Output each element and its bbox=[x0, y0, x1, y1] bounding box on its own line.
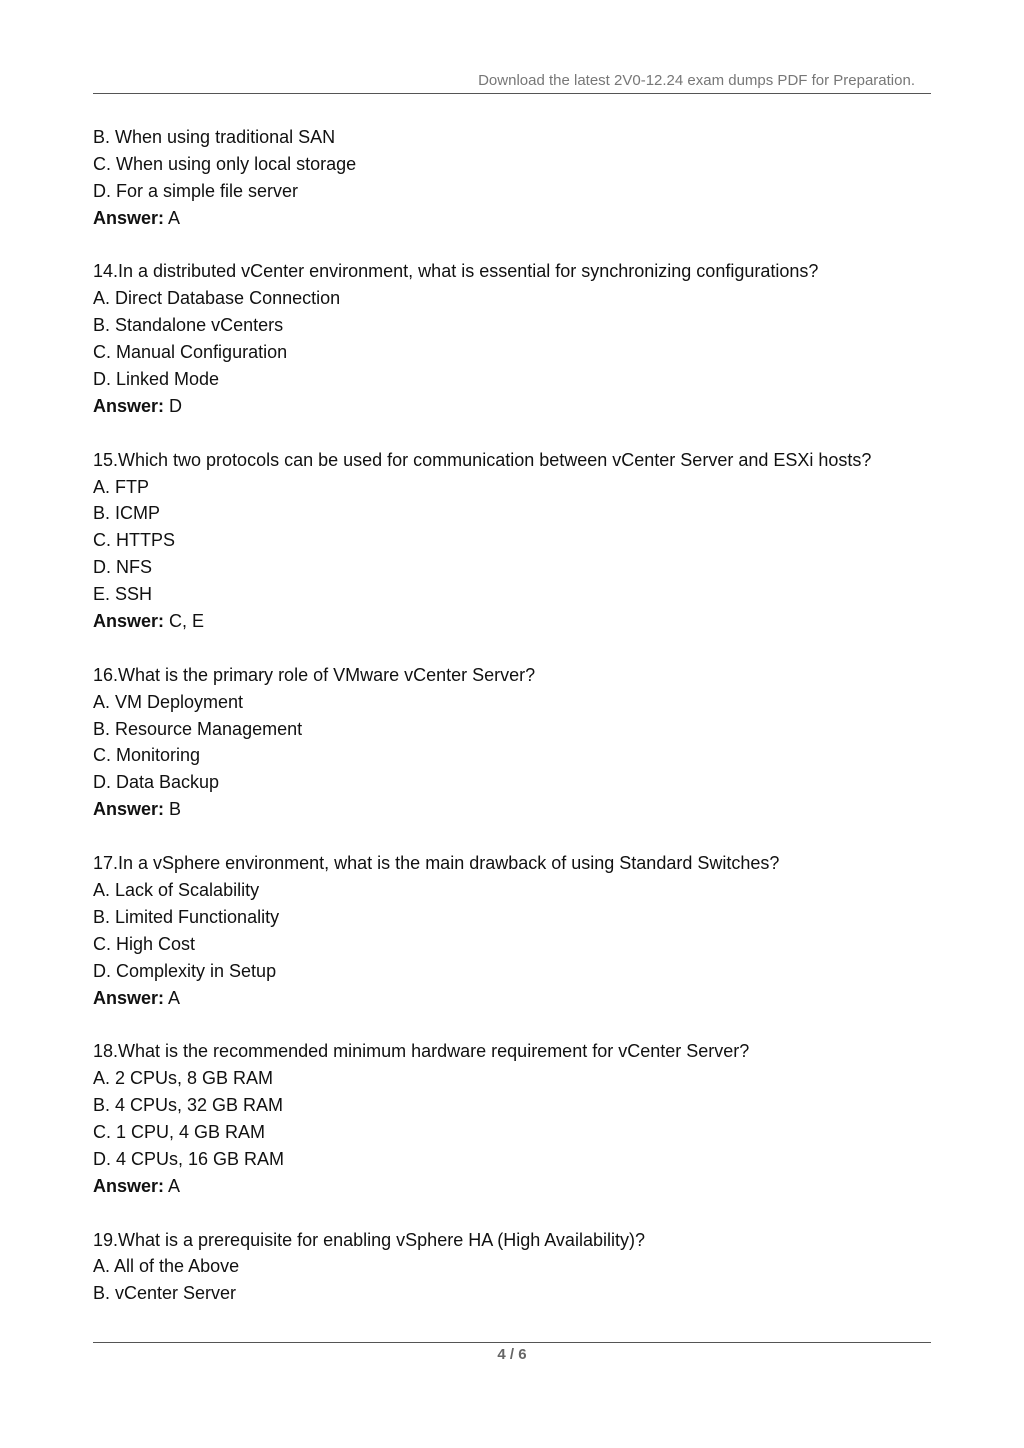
question-text: 16.What is the primary role of VMware vCenter Server? bbox=[93, 664, 536, 685]
answer-option: A. Direct Database Connection bbox=[93, 288, 341, 309]
answer-value: A bbox=[164, 207, 181, 228]
question-block bbox=[93, 258, 931, 419]
question-block bbox=[93, 662, 931, 823]
question-text: 15.Which two protocols can be used for communication between vCenter Server and ESXi hosts? bbox=[93, 449, 872, 470]
question-block bbox=[93, 124, 931, 232]
answer-option: C. Monitoring bbox=[93, 745, 201, 766]
answer-option: D. 4 CPUs, 16 GB RAM bbox=[93, 1148, 285, 1169]
answer-option: B. Standalone vCenters bbox=[93, 315, 284, 336]
header-divider bbox=[93, 93, 931, 94]
answer-option: B. When using traditional SAN bbox=[93, 127, 336, 147]
answer-line bbox=[93, 393, 931, 420]
answer-value: A bbox=[164, 987, 181, 1008]
answer-value: D bbox=[164, 395, 183, 416]
answer-line bbox=[93, 608, 931, 635]
answer-label: Answer: bbox=[93, 611, 165, 632]
answer-label: Answer: bbox=[93, 987, 165, 1008]
question-block bbox=[93, 850, 931, 1011]
question-text: 18.What is the recommended minimum hardware requirement for vCenter Server? bbox=[93, 1041, 750, 1062]
answer-option: A. 2 CPUs, 8 GB RAM bbox=[93, 1068, 274, 1089]
answer-option: C. 1 CPU, 4 GB RAM bbox=[93, 1121, 266, 1142]
answer-label: Answer: bbox=[93, 799, 165, 820]
answer-option: D. Data Backup bbox=[93, 772, 220, 793]
page-number: 4 / 6 bbox=[497, 1346, 527, 1363]
answer-line bbox=[93, 796, 931, 823]
question-block bbox=[93, 1227, 931, 1308]
answer-value: C, E bbox=[164, 611, 205, 632]
answer-line bbox=[93, 1173, 931, 1200]
answer-option: A. All of the Above bbox=[93, 1256, 240, 1277]
answer-option: C. High Cost bbox=[93, 933, 196, 954]
answer-value: A bbox=[164, 1175, 181, 1196]
answer-option: B. Resource Management bbox=[93, 718, 303, 739]
answer-option: C. HTTPS bbox=[93, 530, 176, 551]
answer-label: Answer: bbox=[93, 207, 165, 228]
answer-option: D. Linked Mode bbox=[93, 369, 220, 390]
answer-option: A. VM Deployment bbox=[93, 691, 244, 712]
answer-option: B. 4 CPUs, 32 GB RAM bbox=[93, 1095, 284, 1116]
answer-option: A. FTP bbox=[93, 476, 150, 497]
answer-option: D. For a simple file server bbox=[93, 180, 299, 201]
question-block bbox=[93, 447, 931, 635]
question-text: 17.In a vSphere environment, what is the main drawback of using Standard Switches? bbox=[93, 853, 780, 874]
question-block bbox=[93, 1038, 931, 1199]
document-content bbox=[93, 124, 931, 1307]
page-header-text: Download the latest 2V0-12.24 exam dumps PDF for Preparation. bbox=[478, 72, 915, 89]
answer-option: E. SSH bbox=[93, 584, 153, 605]
answer-label: Answer: bbox=[93, 395, 165, 416]
answer-label: Answer: bbox=[93, 1175, 165, 1196]
answer-line bbox=[93, 985, 931, 1012]
answer-option: B. vCenter Server bbox=[93, 1283, 237, 1304]
answer-option: C. Manual Configuration bbox=[93, 342, 288, 363]
footer-divider bbox=[93, 1342, 931, 1343]
answer-option: B. Limited Functionality bbox=[93, 906, 280, 927]
answer-option: D. Complexity in Setup bbox=[93, 960, 277, 981]
answer-line bbox=[93, 205, 931, 232]
question-text: 14.In a distributed vCenter environment, what is essential for synchronizing configurations? bbox=[93, 261, 819, 282]
answer-option: C. When using only local storage bbox=[93, 153, 357, 174]
question-text: 19.What is a prerequisite for enabling vSphere HA (High Availability)? bbox=[93, 1229, 645, 1250]
answer-option: D. NFS bbox=[93, 557, 153, 578]
answer-option: A. Lack of Scalability bbox=[93, 879, 260, 900]
answer-value: B bbox=[164, 799, 182, 820]
answer-option: B. ICMP bbox=[93, 503, 161, 524]
